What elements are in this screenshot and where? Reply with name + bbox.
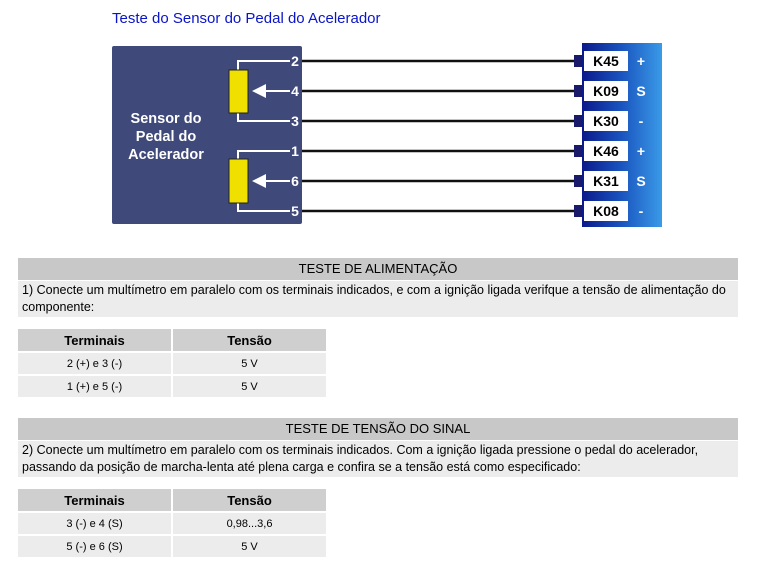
- pin-number: 1: [291, 143, 299, 159]
- column-header-tensao: Tensão: [173, 489, 328, 513]
- pin-number: 5: [291, 203, 299, 219]
- table-header-row: [18, 489, 328, 513]
- cell-terminais: 1 (+) e 5 (-): [18, 376, 173, 399]
- cell-tensao: 5 V: [173, 353, 328, 376]
- terminal-label: K08: [593, 203, 619, 219]
- cell-tensao: 5 V: [173, 536, 328, 559]
- terminal-sign: S: [636, 83, 646, 99]
- pin-number: 2: [291, 53, 299, 69]
- terminal-label: K30: [593, 113, 619, 129]
- sensor-label-line-2: Pedal do: [135, 129, 197, 145]
- table-row: [18, 536, 328, 559]
- terminal-label: K46: [593, 143, 619, 159]
- terminal-sign: S: [636, 173, 646, 189]
- column-header-terminais: Terminais: [18, 489, 173, 513]
- terminal-label: K09: [593, 83, 619, 99]
- section2-description: 2) Conecte um multímetro em paralelo com os terminais indicados. Com a ignição ligada pressione o pedal do acelerador, passando da posição de marcha-lenta até plena carga e confira se a tensão está como especificado:: [18, 441, 738, 477]
- table-row: [18, 376, 328, 399]
- potentiometer-2: [229, 159, 248, 203]
- section1-header: TESTE DE ALIMENTAÇÃO: [18, 258, 738, 280]
- section2-table: [18, 489, 328, 559]
- terminal-sign: +: [636, 143, 646, 159]
- potentiometer-1: [229, 70, 248, 113]
- terminal-label: K45: [593, 53, 619, 69]
- pin-number: 6: [291, 173, 299, 189]
- cell-tensao: 0,98...3,6: [173, 513, 328, 536]
- column-header-tensao: Tensão: [173, 329, 328, 353]
- terminal-sign: -: [638, 113, 644, 129]
- terminal-sign: +: [636, 53, 646, 69]
- table-header-row: [18, 329, 328, 353]
- cell-terminais: 5 (-) e 6 (S): [18, 536, 173, 559]
- cell-terminais: 3 (-) e 4 (S): [18, 513, 173, 536]
- cell-terminais: 2 (+) e 3 (-): [18, 353, 173, 376]
- pin-number: 4: [291, 83, 299, 99]
- terminal-label: K31: [593, 173, 619, 189]
- section2-header: TESTE DE TENSÃO DO SINAL: [18, 418, 738, 440]
- sensor-label-line-3: Acelerador: [128, 147, 204, 163]
- table-row: [18, 353, 328, 376]
- page-title: Teste do Sensor do Pedal do Acelerador: [112, 10, 381, 27]
- wires: [302, 61, 576, 211]
- cell-tensao: 5 V: [173, 376, 328, 399]
- sensor-label-line-1: Sensor do: [130, 111, 202, 127]
- terminal-sign: -: [638, 203, 644, 219]
- section1-description: 1) Conecte um multímetro em paralelo com os terminais indicados, e com a ignição ligada verifque a tensão de alimentação do componente:: [18, 281, 738, 317]
- section1-table: [18, 329, 328, 399]
- pin-number: 3: [291, 113, 299, 129]
- column-header-terminais: Terminais: [18, 329, 173, 353]
- wiring-diagram: [0, 0, 761, 240]
- table-row: [18, 513, 328, 536]
